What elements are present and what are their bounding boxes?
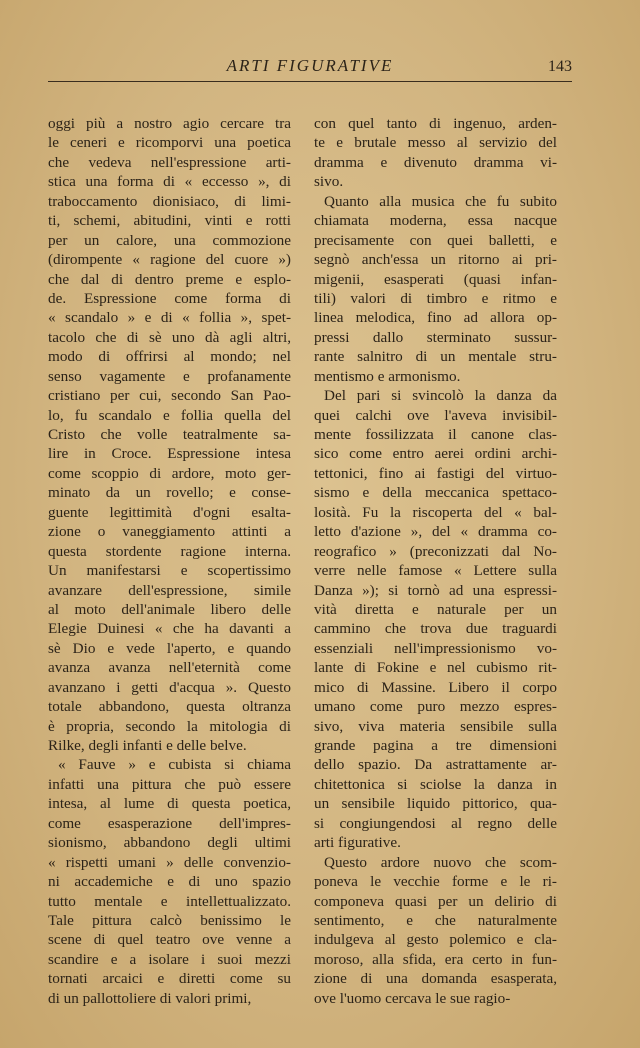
text-line: al moto dell'animale libero delle bbox=[48, 600, 291, 618]
text-line: tettonici, fino ai fastigi del virtuo- bbox=[314, 464, 557, 482]
text-line: cristiano per cui, secondo San Pao- bbox=[48, 387, 291, 405]
text-line: cammino che trova due traguardi bbox=[314, 620, 557, 638]
text-line: intesa, al lume di questa poetica, bbox=[48, 795, 291, 813]
text-line: di un pallottoliere di valori primi, bbox=[48, 989, 252, 1007]
text-column-right bbox=[314, 114, 557, 1008]
text-line: tili) valori di timbro e ritmo e bbox=[314, 289, 557, 307]
text-line: dramma e divenuto dramma vi- bbox=[314, 153, 557, 171]
text-line: Elegie Duinesi « che ha davanti a bbox=[48, 620, 291, 638]
text-line: te e brutale messo al servizio del bbox=[314, 134, 557, 152]
text-line: arti figurative. bbox=[314, 834, 401, 852]
text-line: essenziali nell'impressionismo vo- bbox=[314, 639, 557, 657]
text-line: Danza »); si tornò ad una espressi- bbox=[314, 581, 557, 599]
text-line: totale abbandono, questa oltranza bbox=[48, 698, 291, 716]
text-line: che dal di dentro preme e esplo- bbox=[48, 270, 291, 288]
page-number: 143 bbox=[548, 58, 572, 75]
text-line: umano come puro mezzo espres- bbox=[314, 698, 557, 716]
text-line: zione o vaneggiamento attinti a bbox=[48, 523, 291, 541]
text-line: come esasperazione dell'impres- bbox=[48, 814, 291, 832]
text-line: lire in Croce. Espressione intesa bbox=[48, 445, 291, 463]
text-line: rante salnitro di un mentale stru- bbox=[314, 348, 557, 366]
text-line: moroso, alla sfida, era certo in fun- bbox=[314, 950, 557, 968]
text-line: ni accademiche e di uno spazio bbox=[48, 873, 291, 891]
text-line: per un calore, una commozione bbox=[48, 231, 291, 249]
text-line: Tale pittura calcò benissimo le bbox=[48, 911, 291, 929]
text-line: come scoppio di ardore, moto ger- bbox=[48, 464, 291, 482]
text-line: letto d'azione », del « dramma co- bbox=[314, 523, 557, 541]
text-line: le ceneri e ricomporvi una poetica bbox=[48, 134, 291, 152]
text-line: lante di Fokine e nel cubismo rit- bbox=[314, 659, 557, 677]
text-line: vità diretta e naturale per un bbox=[314, 600, 557, 618]
text-line: scandire e a isolare i suoi mezzi bbox=[48, 950, 291, 968]
text-line: che vedeva nell'espressione arti- bbox=[48, 153, 291, 171]
text-line: ove l'uomo cercava le sue ragio- bbox=[314, 989, 511, 1007]
text-column-left bbox=[48, 114, 291, 1008]
text-line: lo, fu scandalo e follia quella del bbox=[48, 406, 291, 424]
text-line: pressi dallo sterminato sussur- bbox=[314, 328, 557, 346]
text-line: tornati arcaici e diretti come su bbox=[48, 970, 291, 988]
text-line: scene di quel teatro ove venne a bbox=[48, 931, 291, 949]
page-header bbox=[50, 56, 570, 82]
text-line: segnò anch'essa un ritorno ai pri- bbox=[314, 251, 557, 269]
text-line: migenii, esasperati (quasi infan- bbox=[314, 270, 557, 288]
text-line: sionismo, abbandono degli ultimi bbox=[48, 834, 291, 852]
text-line: verre nelle famose « Lettere sulla bbox=[314, 562, 557, 580]
text-line: avanza avanza nell'eternità come bbox=[48, 659, 291, 677]
text-line: componeva quasi per un delirio di bbox=[314, 892, 557, 910]
text-line: chiamata moderna, essa nacque bbox=[314, 212, 557, 230]
text-line: quei calchi ove l'aveva invisibil- bbox=[314, 406, 557, 424]
text-line: avanzare dell'espressione, simile bbox=[48, 581, 291, 599]
text-line: grande pagina a tre dimensioni bbox=[314, 737, 557, 754]
text-line: (dirompente « ragione del cuore ») bbox=[48, 251, 291, 269]
text-line: questa stordente ragione interna. bbox=[48, 542, 291, 560]
text-line: modo di offrirsi al mondo; nel bbox=[48, 348, 291, 366]
text-line: avanzano i getti d'acqua ». Questo bbox=[48, 678, 291, 696]
text-line: losità. Fu la riscoperta del « bal- bbox=[314, 503, 557, 521]
text-line: sentimento, e che naturalmente bbox=[314, 911, 557, 929]
text-line: sico come entro aerei ordini archi- bbox=[314, 445, 557, 463]
text-line: tacolo che di sè uno dà agli altri, bbox=[48, 328, 291, 346]
text-line: tutto mentale e intellettualizzato. bbox=[48, 892, 291, 910]
text-line: precisamente con quei balletti, e bbox=[314, 231, 557, 249]
text-line: chitettonica si sciolse la danza in bbox=[314, 775, 557, 793]
text-line: mente fossilizzata il canone clas- bbox=[314, 426, 557, 443]
text-line: sivo. bbox=[314, 173, 344, 191]
text-line: stica una forma di « eccesso », di bbox=[48, 173, 291, 191]
text-line: minato da un rovello; e conse- bbox=[48, 484, 291, 502]
text-line: mentismo e armonismo. bbox=[314, 367, 461, 385]
text-line: Del pari si svincolò la danza da bbox=[324, 387, 557, 405]
text-line: Questo ardore nuovo che scom- bbox=[324, 853, 557, 871]
text-line: « Fauve » e cubista si chiama bbox=[58, 756, 291, 774]
text-line: dello spazio. Da astrattamente ar- bbox=[314, 756, 557, 774]
text-line: è propria, secondo la mitologia di bbox=[48, 717, 291, 735]
text-line: poneva le vecchie forme e le ri- bbox=[314, 873, 557, 891]
text-line: oggi più a nostro agio cercare tra bbox=[48, 115, 291, 132]
text-line: reografico » (preconizzati dal No- bbox=[314, 542, 557, 560]
text-line: « rispetti umani » delle convenzio- bbox=[48, 853, 291, 871]
text-line: con quel tanto di ingenuo, arden- bbox=[314, 115, 557, 132]
text-line: linea melodica, fino ad allora op- bbox=[314, 309, 557, 327]
text-line: « scandalo » e di « follia », spet- bbox=[48, 309, 291, 327]
text-line: ti, schemi, abitudini, vinti e rotti bbox=[48, 212, 291, 230]
text-line: sivo, viva materia sensibile sulla bbox=[314, 717, 557, 735]
text-line: Cristo che volle teatralmente sa- bbox=[48, 426, 291, 443]
header-rule bbox=[48, 81, 572, 82]
text-line: si congiungendosi al regno delle bbox=[314, 814, 557, 832]
text-line: traboccamento dionisiaco, di limi- bbox=[48, 192, 291, 210]
text-line: mico di Massine. Libero il corpo bbox=[314, 678, 557, 696]
text-line: sismo e della meccanica spettaco- bbox=[314, 484, 557, 502]
text-line: senso vagamente e profanamente bbox=[48, 367, 291, 385]
text-line: zione di una domanda esasperata, bbox=[314, 970, 557, 988]
text-line: de. Espressione come forma di bbox=[48, 289, 291, 307]
text-line: Un manifestarsi e scopertissimo bbox=[48, 562, 291, 580]
text-line: indulgeva al gesto polemico e cla- bbox=[314, 931, 557, 949]
text-line: sè Dio e vede l'aperto, e quando bbox=[48, 639, 291, 657]
text-line: Rilke, degli infanti e delle belve. bbox=[48, 737, 247, 754]
text-line: infatti una pittura che può essere bbox=[48, 775, 291, 793]
text-line: un sensibile liquido pittorico, qua- bbox=[314, 795, 557, 813]
running-title: ARTI FIGURATIVE bbox=[226, 56, 394, 75]
text-line: Quanto alla musica che fu subito bbox=[324, 192, 557, 210]
text-line: guente legittimità d'ogni esalta- bbox=[48, 503, 291, 521]
